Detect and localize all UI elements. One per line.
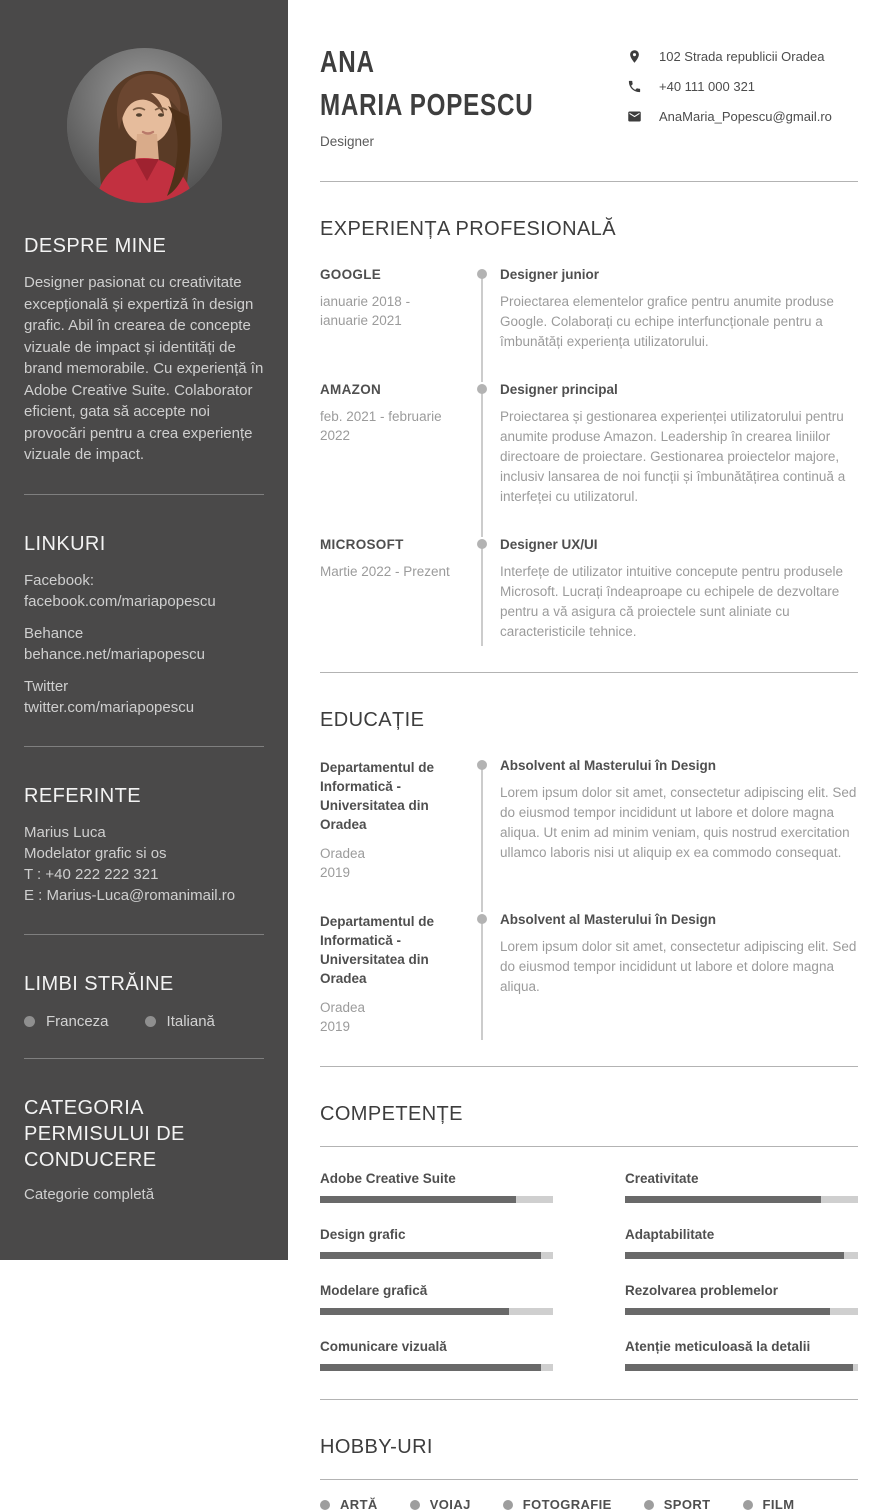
timeline-line — [481, 390, 483, 537]
skill-bar-fill — [625, 1196, 821, 1203]
section-about — [24, 233, 264, 466]
skill-label: Modelare grafică — [320, 1283, 428, 1298]
section-driving-license — [24, 1095, 264, 1203]
skills-column-left — [320, 1171, 553, 1395]
language-label: Franceza — [46, 1012, 109, 1030]
skills-heading: COMPETENȚE — [320, 1103, 463, 1125]
period: Martie 2022 - Prezent — [320, 564, 450, 579]
role-description: Proiectarea elementelor grafice pentru anumite produse Google. Colaborați cu echipe interfuncționale pentru a îmbunătăți experiența utilizatorului. — [500, 294, 834, 349]
phone-icon — [626, 78, 642, 94]
period: feb. 2021 - februarie 2022 — [320, 409, 442, 443]
timeline — [466, 537, 500, 672]
section-experience — [320, 218, 858, 672]
bullet-dot-icon — [503, 1500, 513, 1510]
skill-label: Design grafic — [320, 1227, 406, 1242]
timeline — [466, 267, 500, 382]
hobby-item — [743, 1497, 795, 1512]
section-divider — [320, 1479, 858, 1480]
hobby-item — [410, 1497, 471, 1512]
section-divider — [320, 1066, 858, 1067]
skill-bar — [625, 1364, 858, 1371]
sidebar-divider — [24, 494, 264, 495]
degree-description: Lorem ipsum dolor sit amet, consectetur adipiscing elit. Sed do eiusmod tempor incididunt ut labore et dolore magna aliqua. Ut enim ad minim veniam, quis nostrud exercitation ullamco laboris nisi ut aliquip ex ea commodo consequat. — [500, 785, 857, 860]
link-url-behance[interactable]: behance.net/mariapopescu — [24, 645, 205, 663]
language-label: Italiană — [166, 1012, 215, 1030]
sidebar-divider — [24, 934, 264, 935]
link-item-behance — [24, 623, 264, 665]
links-heading: LINKURI — [24, 532, 106, 555]
timeline-dot-icon — [477, 539, 487, 549]
language-item — [145, 1013, 215, 1030]
skill-bar-fill — [625, 1364, 853, 1371]
hobby-item — [320, 1497, 378, 1512]
driving-license-heading: CATEGORIA PERMISULUI DE CONDUCERE — [24, 1096, 185, 1171]
experience-meta — [320, 267, 466, 382]
reference-name: Marius Luca — [24, 823, 106, 841]
contact-address-row — [626, 48, 858, 64]
skill-bar-fill — [625, 1252, 844, 1259]
link-url-twitter[interactable]: twitter.com/mariapopescu — [24, 698, 195, 716]
contact-phone-row — [626, 78, 858, 94]
skill-bar — [320, 1364, 553, 1371]
sidebar-divider — [24, 1058, 264, 1059]
timeline-dot-icon — [477, 760, 487, 770]
hobbies-heading: HOBBY-URI — [320, 1436, 433, 1458]
references-heading: REFERINTE — [24, 784, 141, 807]
skill-bar-fill — [625, 1308, 830, 1315]
name-block — [320, 40, 594, 149]
section-divider — [320, 1399, 858, 1400]
timeline-dot-icon — [477, 384, 487, 394]
education-meta — [320, 758, 466, 912]
timeline-line — [481, 920, 483, 1040]
skill-bar — [625, 1196, 858, 1203]
contact-email-row — [626, 108, 858, 124]
hobby-label: FOTOGRAFIE — [522, 1497, 612, 1512]
section-links — [24, 531, 264, 718]
section-skills — [320, 1103, 858, 1395]
link-label: Twitter — [24, 677, 69, 695]
skill-bar — [320, 1252, 553, 1259]
experience-item — [320, 267, 858, 382]
graduation-year: 2019 — [320, 865, 351, 880]
skill-item — [625, 1227, 858, 1259]
education-detail — [500, 758, 858, 912]
first-name: ANA — [320, 44, 375, 79]
education-list — [320, 758, 858, 1066]
bullet-dot-icon — [644, 1500, 654, 1510]
bullet-dot-icon — [320, 1500, 330, 1510]
education-item — [320, 912, 858, 1066]
skill-item — [625, 1339, 858, 1371]
sidebar-divider — [24, 746, 264, 747]
link-label: Facebook: — [24, 571, 95, 589]
timeline-line — [481, 766, 483, 912]
education-meta — [320, 912, 466, 1066]
link-label: Behance — [24, 624, 84, 642]
section-references — [24, 783, 264, 906]
experience-list — [320, 267, 858, 672]
skill-bar-fill — [320, 1252, 541, 1259]
experience-heading: EXPERIENȚA PROFESIONALĂ — [320, 218, 616, 240]
skill-label: Comunicare vizuală — [320, 1339, 447, 1354]
bullet-dot-icon — [410, 1500, 420, 1510]
languages-heading: LIMBI STRĂINE — [24, 972, 174, 995]
location-pin-icon — [626, 48, 642, 64]
skill-label: Rezolvarea problemelor — [625, 1283, 779, 1298]
skill-bar — [625, 1252, 858, 1259]
skill-bar — [320, 1196, 553, 1203]
school-location: Oradea — [320, 1000, 366, 1015]
skill-bar-fill — [320, 1196, 516, 1203]
timeline — [466, 912, 500, 1066]
reference-email: E : Marius-Luca@romanimail.ro — [24, 886, 236, 904]
timeline — [466, 758, 500, 912]
experience-meta — [320, 537, 466, 672]
languages-list — [24, 1013, 264, 1030]
skills-grid — [320, 1171, 858, 1395]
experience-meta — [320, 382, 466, 537]
contact-email[interactable]: AnaMaria_Popescu@gmail.ro — [659, 108, 832, 124]
company-name: MICROSOFT — [320, 537, 404, 552]
profile-photo — [67, 48, 222, 203]
timeline-dot-icon — [477, 269, 487, 279]
company-name: GOOGLE — [320, 267, 382, 282]
section-education — [320, 709, 858, 1066]
contact-address: 102 Strada republicii Oradea — [659, 48, 825, 64]
graduation-year: 2019 — [320, 1019, 351, 1034]
about-heading: DESPRE MINE — [24, 235, 167, 257]
school-location: Oradea — [320, 846, 366, 861]
skill-label: Creativitate — [625, 1171, 699, 1186]
timeline — [466, 382, 500, 537]
timeline-dot-icon — [477, 914, 487, 924]
company-name: AMAZON — [320, 382, 382, 397]
reference-phone: T : +40 222 222 321 — [24, 865, 159, 883]
degree-title: Absolvent al Masterului în Design — [500, 912, 717, 927]
bullet-dot-icon — [145, 1016, 156, 1027]
last-name: MARIA POPESCU — [320, 87, 534, 122]
section-hobbies — [320, 1436, 858, 1512]
driving-license-text: Categorie completă — [24, 1185, 155, 1203]
experience-detail — [500, 267, 858, 382]
experience-item — [320, 537, 858, 672]
skill-bar-fill — [320, 1364, 541, 1371]
hobby-label: FILM — [762, 1497, 795, 1512]
skill-item — [320, 1227, 553, 1259]
section-divider — [320, 1146, 858, 1147]
skill-item — [625, 1283, 858, 1315]
skill-label: Adaptabilitate — [625, 1227, 715, 1242]
job-title: Designer — [320, 134, 375, 149]
hobby-label: ARTĂ — [340, 1497, 378, 1512]
bullet-dot-icon — [743, 1500, 753, 1510]
link-item-twitter — [24, 676, 264, 718]
timeline-line — [481, 275, 483, 382]
education-item — [320, 758, 858, 912]
hobby-label: VOIAJ — [429, 1497, 471, 1512]
skill-label: Atenție meticuloasă la detalii — [625, 1339, 811, 1354]
language-item — [24, 1013, 109, 1030]
skill-item — [625, 1171, 858, 1203]
role-description: Proiectarea și gestionarea experienței utilizatorului pentru anumite produse Amazon. Leadership în crearea liniilor directoare de proiectare. Gestionarea proiectelor majore, inclusiv lansarea de noi funcții și îmbunătățirea continuă a interfeței cu utilizatorul. — [500, 409, 846, 504]
header — [320, 40, 858, 149]
link-url-facebook[interactable]: facebook.com/mariapopescu — [24, 592, 216, 610]
experience-detail — [500, 382, 858, 537]
experience-detail — [500, 537, 858, 672]
contact-block — [626, 48, 858, 149]
skill-bar — [625, 1308, 858, 1315]
education-heading: EDUCAȚIE — [320, 709, 425, 731]
about-text: Designer pasionat cu creativitate excepțională și expertiză în design grafic. Abil în crearea de concepte vizuale de impact și identități de brand memorabile. Cu experiență în Adobe Creative Suite. Colaborator eficient, gata să accepte noi provocări pentru a crea experiențe vizuale de impact. — [24, 274, 264, 463]
school-name: Departamentul de Informatică - Universitatea din Oradea — [320, 760, 435, 832]
section-divider — [320, 672, 858, 673]
skills-column-right — [625, 1171, 858, 1395]
contact-phone: +40 111 000 321 — [659, 78, 756, 94]
school-name: Departamentul de Informatică - Universitatea din Oradea — [320, 914, 435, 986]
sidebar — [0, 0, 288, 1260]
profile-photo-illustration — [67, 48, 222, 203]
bullet-dot-icon — [24, 1016, 35, 1027]
hobbies-list — [320, 1497, 858, 1512]
role-title: Designer junior — [500, 267, 600, 282]
skill-item — [320, 1171, 553, 1203]
skill-bar — [320, 1308, 553, 1315]
role-title: Designer principal — [500, 382, 618, 397]
hobby-item — [644, 1497, 711, 1512]
main-content — [288, 0, 894, 1512]
link-item-facebook — [24, 570, 264, 612]
section-divider — [320, 181, 858, 182]
hobby-item — [503, 1497, 612, 1512]
section-languages — [24, 971, 264, 1030]
degree-description: Lorem ipsum dolor sit amet, consectetur adipiscing elit. Sed do eiusmod tempor incididunt ut labore et dolore magna aliqua. — [500, 939, 857, 994]
role-title: Designer UX/UI — [500, 537, 598, 552]
skill-label: Adobe Creative Suite — [320, 1171, 456, 1186]
skill-item — [320, 1339, 553, 1371]
education-detail — [500, 912, 858, 1066]
timeline-line — [481, 545, 483, 646]
role-description: Interfețe de utilizator intuitive concepute pentru produsele Microsoft. Lucrați îndeaproape cu echipele de dezvoltare pentru a vă asigura că proiectele sunt aliniate cu caracteristicile tehnice. — [500, 564, 843, 639]
email-icon — [626, 108, 642, 124]
period: ianuarie 2018 - ianuarie 2021 — [320, 294, 411, 328]
degree-title: Absolvent al Masterului în Design — [500, 758, 717, 773]
reference-role: Modelator grafic si os — [24, 844, 167, 862]
experience-item — [320, 382, 858, 537]
skill-bar-fill — [320, 1308, 509, 1315]
hobby-label: SPORT — [663, 1497, 711, 1512]
skill-item — [320, 1283, 553, 1315]
